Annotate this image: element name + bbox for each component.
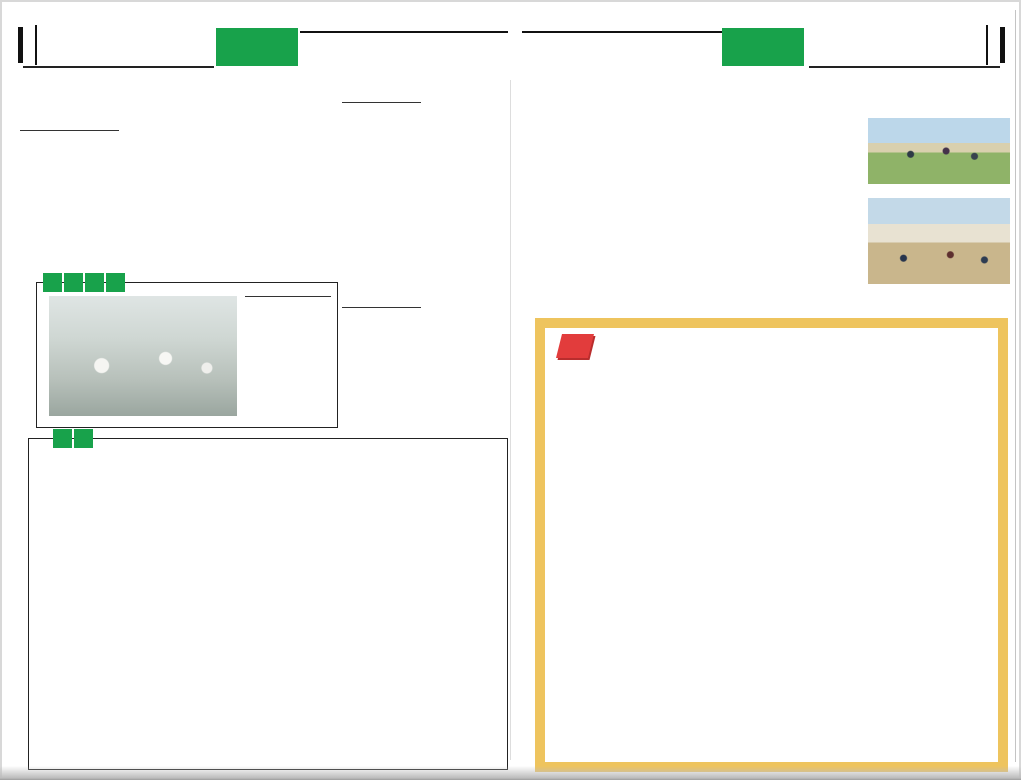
- label-tile: [43, 273, 62, 292]
- picture-news-text: [245, 293, 331, 301]
- discipline-columns: [549, 386, 994, 758]
- header-rule: [23, 66, 214, 68]
- right-corp-row: [809, 66, 1005, 68]
- page-number-bar: [986, 25, 988, 65]
- article-body: [342, 300, 508, 378]
- cooking-competition-photo: [49, 296, 237, 416]
- left-corp-row: [18, 66, 214, 68]
- article-body: [342, 99, 508, 269]
- page-number-bar: [35, 25, 37, 65]
- header-rule: [522, 31, 730, 33]
- page-edge-line: [1015, 10, 1016, 762]
- label-tile: [64, 273, 83, 292]
- study-garden-box: [535, 318, 1008, 772]
- quick-view-box: [28, 438, 508, 770]
- bottom-page-shadow: [0, 766, 1021, 780]
- left-section-label: [216, 28, 298, 66]
- tree-planting-photo: [868, 118, 1010, 184]
- picture-news-label: [43, 273, 125, 292]
- label-tile: [53, 429, 72, 448]
- right-page-header: [809, 26, 1005, 68]
- quick-view-label: [53, 429, 93, 448]
- picture-news-byline: [245, 293, 331, 297]
- page-number-bar: [1000, 27, 1005, 63]
- left-page-header: [18, 26, 214, 68]
- header-rule: [809, 66, 1000, 68]
- label-tile: [74, 429, 93, 448]
- feature-photo-rail: [868, 118, 1010, 287]
- article-byline: [342, 304, 421, 308]
- basketball-game-photo: [868, 198, 1010, 284]
- right-page-number-row: [986, 26, 1005, 64]
- right-section-label: [722, 28, 804, 66]
- feature-article-columns: [528, 118, 864, 314]
- label-tile: [85, 273, 104, 292]
- right-masthead: [522, 28, 730, 33]
- left-page-number-row: [18, 26, 214, 64]
- picture-news-box: [36, 282, 338, 428]
- page-fold-divider: [510, 80, 511, 760]
- header-rule: [300, 31, 508, 33]
- safety-meeting-article: [342, 95, 508, 269]
- study-garden-label: [556, 334, 594, 358]
- lead-article-body: [20, 127, 336, 274]
- quick-view-columns: [29, 439, 507, 769]
- article-byline: [342, 99, 421, 103]
- label-tile: [106, 273, 125, 292]
- left-masthead: [300, 28, 508, 33]
- taihuili-brand-article: [342, 300, 508, 378]
- lead-byline: [20, 127, 119, 131]
- page-number-bar: [18, 27, 23, 63]
